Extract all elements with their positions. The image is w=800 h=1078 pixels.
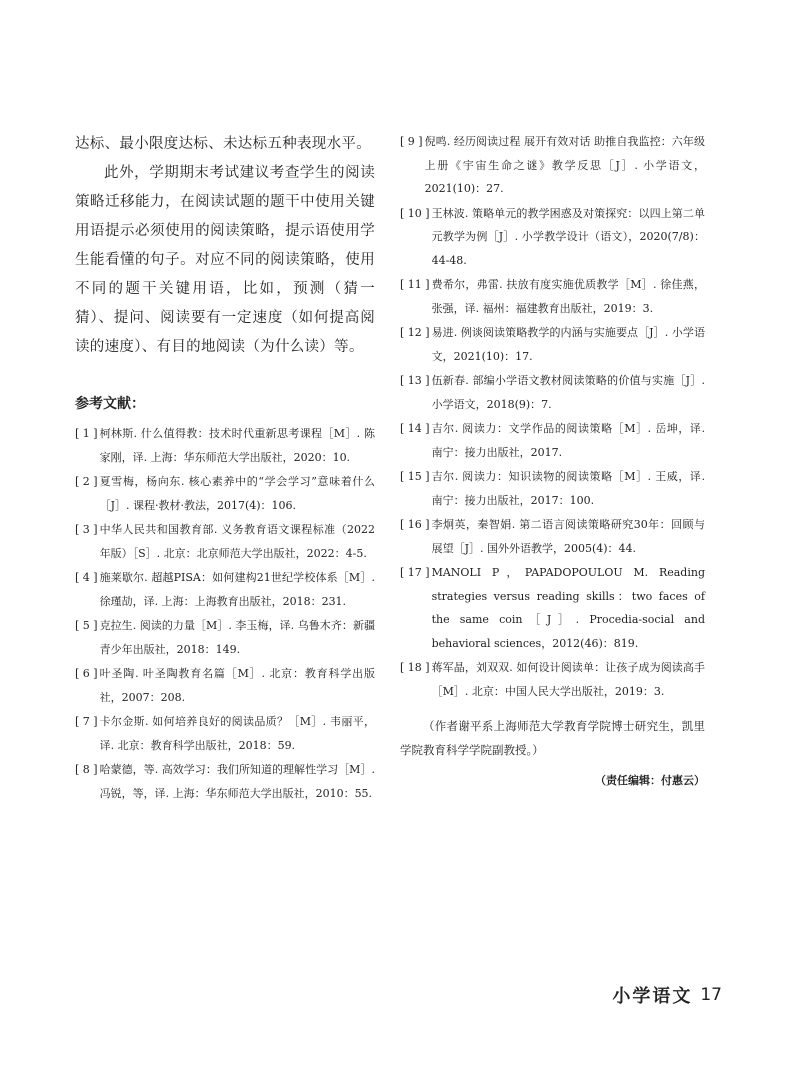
reference-item — [400, 369, 705, 416]
reference-number: [ 7 ] — [75, 715, 98, 728]
reference-text: 夏雪梅，杨向东. 核心素养中的“学会学习”意味着什么［J］. 课程·教材·教法，2017(4)：106. — [99, 475, 375, 512]
body-paragraph-1: 达标、最小限度达标、未达标五种表现水平。 — [75, 136, 371, 152]
reference-number: [ 18 ] — [400, 661, 430, 674]
reference-item — [75, 518, 375, 565]
reference-list-left — [75, 422, 375, 805]
reference-number: [ 15 ] — [400, 470, 430, 483]
reference-item — [75, 758, 375, 805]
page-number: 17 — [700, 985, 722, 1005]
reference-text: 施莱歇尔. 超越PISA：如何建构21世纪学校体系［M］. 徐瑾劼，译. 上海：上海教育出版社，2018：231. — [99, 571, 375, 608]
reference-number: [ 10 ] — [400, 206, 430, 220]
reference-item — [400, 202, 705, 273]
reference-item — [75, 614, 375, 661]
references-heading: 参考文献： — [75, 396, 145, 412]
reference-number: [ 14 ] — [400, 422, 430, 435]
reference-list-right — [400, 130, 705, 703]
reference-item — [400, 417, 705, 464]
reference-number: [ 8 ] — [75, 763, 98, 776]
reference-text: 柯林斯. 什么值得教：技术时代重新思考课程［M］. 陈家刚，译. 上海：华东师范大学出版社，2020：10. — [99, 427, 375, 464]
reference-text: 易进. 例谈阅读策略教学的内涵与实施要点［J］. 小学语文，2021(10)：17. — [431, 326, 705, 363]
reference-text: 倪鸣. 经历阅读过程 展开有效对话 助推自我监控：六年级上册《宇宙生命之谜》教学反思［J］. 小学语文，2021(10)：27. — [424, 135, 705, 195]
reference-item — [400, 561, 705, 655]
reference-text: 李炯英，秦智娟. 第二语言阅读策略研究30年：回顾与展望［J］. 国外外语教学，2005(4)：44. — [431, 518, 705, 555]
reference-number: [ 3 ] — [75, 523, 98, 536]
reference-text: 吉尔. 阅读力：知识读物的阅读策略［M］. 王威，译. 南宁：接力出版社，2017：100. — [431, 470, 705, 507]
reference-number: [ 13 ] — [400, 374, 430, 387]
reference-text: 哈蒙德，等. 高效学习：我们所知道的理解性学习［M］. 冯锐，等，译. 上海：华东师范大学出版社，2010：55. — [99, 763, 375, 800]
reference-text: 王林波. 策略单元的教学困惑及对策探究：以四上第二单元教学为例［J］. 小学教学设计（语文），2020(7/8)：44-48. — [431, 206, 705, 267]
reference-text: 吉尔. 阅读力：文学作品的阅读策略［M］. 岳坤，译. 南宁：接力出版社，2017. — [431, 422, 705, 459]
reference-number: [ 12 ] — [400, 326, 430, 339]
author-note: （作者谢平系上海师范大学教育学院博士研究生，凯里学院教育科学学院副教授。） — [400, 719, 705, 757]
reference-item — [400, 465, 705, 512]
reference-text: MANOLI P，PAPADOPOULOU M. Reading strategies versus reading skills：two faces of the same coin［J］. Procedia-social and behavioral sciences，2012(46)：819. — [431, 566, 705, 650]
reference-item — [400, 273, 705, 320]
journal-name: 小学语文 — [612, 986, 693, 1007]
reference-number: [ 6 ] — [75, 667, 98, 680]
reference-item — [400, 656, 705, 703]
reference-number: [ 9 ] — [400, 135, 423, 148]
reference-number: [ 11 ] — [400, 278, 430, 291]
reference-item — [400, 130, 705, 201]
reference-text: 伍新春. 部编小学语文教材阅读策略的价值与实施［J］. 小学语文，2018(9)：7. — [431, 374, 705, 411]
reference-number: [ 5 ] — [75, 619, 98, 632]
editor-note: （责任编辑：付惠云） — [595, 774, 705, 787]
reference-item — [75, 710, 375, 757]
reference-text: 蒋军晶，刘双双. 如何设计阅读单：让孩子成为阅读高手［M］. 北京：中国人民大学出版社，2019：3. — [431, 661, 705, 698]
left-column — [75, 130, 375, 806]
reference-item — [75, 470, 375, 517]
reference-text: 费希尔，弗雷. 扶放有度实施优质教学［M］. 徐佳燕，张强，译. 福州：福建教育出版社，2019：3. — [431, 278, 705, 315]
reference-text: 卡尔金斯. 如何培养良好的阅读品质？［M］. 韦丽平，译. 北京：教育科学出版社，2018：59. — [99, 715, 375, 752]
body-paragraph-2: 此外，学期期末考试建议考查学生的阅读策略迁移能力，在阅读试题的题干中使用关键用语提示必须使用的阅读策略，提示语使用学生能看懂的句子。对应不同的阅读策略，使用不同的题干关键用语，比如，预测（猜一猜）、提问、阅读要有一定速度（如何提高阅读的速度）、有目的地阅读（为什么读）等。 — [75, 165, 375, 355]
reference-number: [ 1 ] — [75, 427, 98, 440]
reference-item — [400, 513, 705, 560]
reference-number: [ 2 ] — [75, 475, 98, 488]
reference-text: 中华人民共和国教育部. 义务教育语文课程标准（2022年版）［S］. 北京：北京师范大学出版社，2022：4-5. — [99, 523, 375, 560]
reference-text: 叶圣陶. 叶圣陶教育名篇［M］. 北京：教育科学出版社，2007：208. — [99, 667, 375, 704]
page-footer — [612, 982, 722, 1008]
right-column — [400, 130, 705, 788]
reference-item — [75, 566, 375, 613]
reference-text: 克拉生. 阅读的力量［M］. 李玉梅，译. 乌鲁木齐：新疆青少年出版社，2018：149. — [99, 619, 375, 656]
reference-number: [ 16 ] — [400, 518, 430, 531]
reference-number: [ 4 ] — [75, 571, 98, 584]
reference-item — [400, 321, 705, 368]
reference-number: [ 17 ] — [400, 566, 430, 579]
reference-item — [75, 662, 375, 709]
reference-item — [75, 422, 375, 469]
